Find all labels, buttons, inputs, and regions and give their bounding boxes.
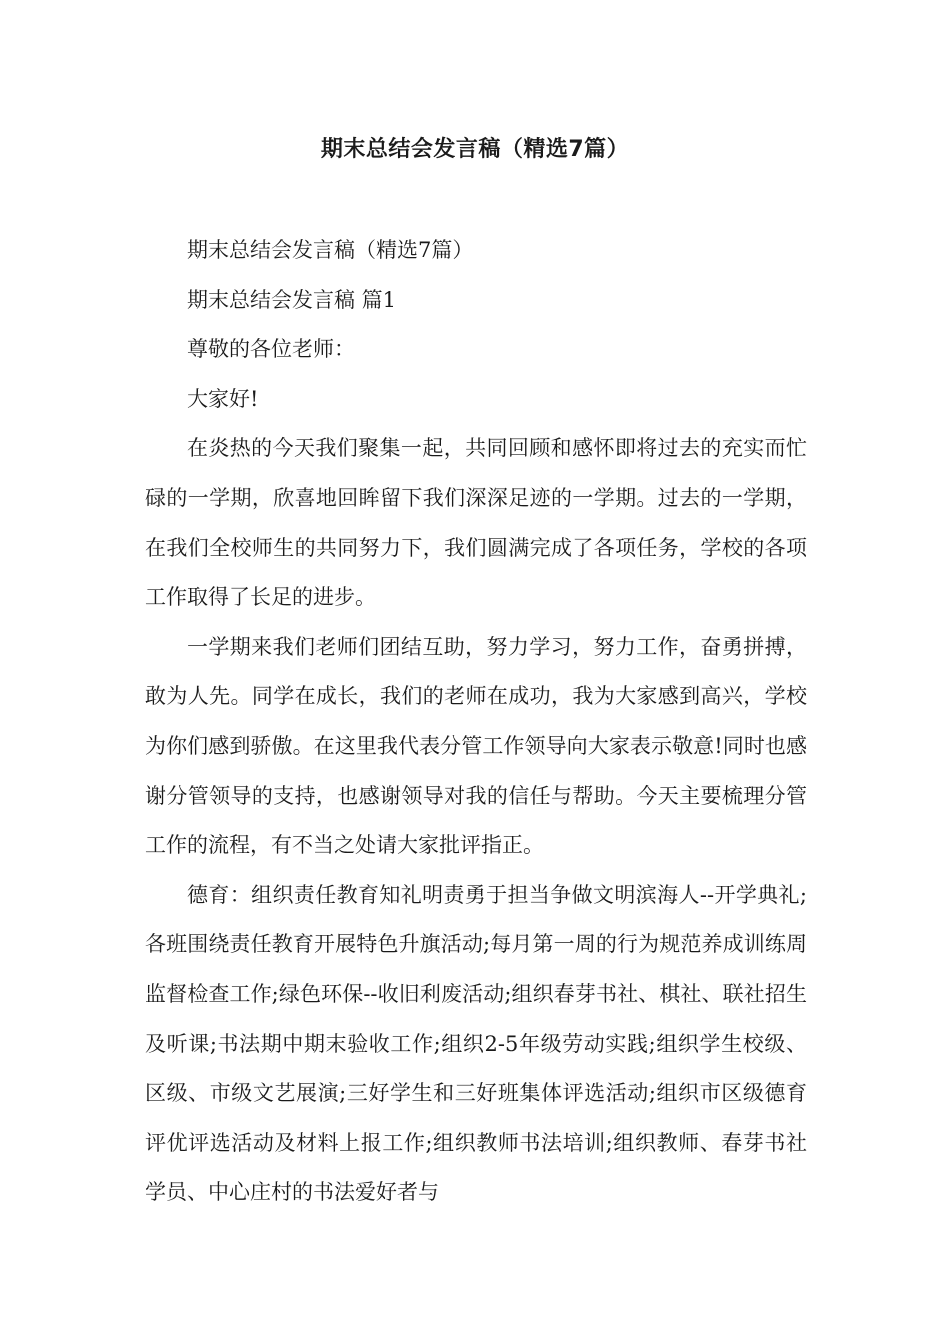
paragraph-moral-education: 德育：组织责任教育知礼明责勇于担当争做文明滨海人--开学典礼;各班围绕责任教育开展特色升旗活动;每月第一周的行为规范养成训练周监督检查工作;绿色环保--收旧利废活动;组织春芽书社、棋社、联社招生及听课;书法期中期末验收工作;组织2-5年级劳动实践;组织学生校级、区级、市级文艺展演;三好学生和三好班集体评选活动;组织市区级德育评优评选活动及材料上报工作;组织教师书法培训;组织教师、春芽书社学员、中心庄村的书法爱好者与 bbox=[145, 882, 807, 1205]
paragraph-greeting: 大家好! bbox=[187, 386, 259, 411]
paragraph-teachers: 一学期来我们老师们团结互助，努力学习，努力工作，奋勇拼搏，敢为人先。同学在成长，我们的老师在成功，我为大家感到高兴，学校为你们感到骄傲。在这里我代表分管工作领导向大家表示敬意!同时也感谢分管领导的支持，也感谢领导对我的信任与帮助。今天主要梳理分管工作的流程，有不当之处请大家批评指正。 bbox=[145, 634, 807, 858]
paragraph-salutation: 尊敬的各位老师： bbox=[187, 337, 355, 362]
paragraph-section-heading: 期末总结会发言稿 篇1 bbox=[187, 287, 397, 312]
paragraph-intro: 在炎热的今天我们聚集一起，共同回顾和感怀即将过去的充实而忙碌的一学期，欣喜地回眸留下我们深深足迹的一学期。过去的一学期，在我们全校师生的共同努力下，我们圆满完成了各项任务，学校的各项工作取得了长足的进步。 bbox=[145, 436, 807, 610]
paragraph-subtitle: 期末总结会发言稿（精选7篇） bbox=[187, 238, 474, 262]
document-body bbox=[145, 226, 807, 1218]
document-title: 期末总结会发言稿（精选7篇） bbox=[320, 137, 630, 162]
